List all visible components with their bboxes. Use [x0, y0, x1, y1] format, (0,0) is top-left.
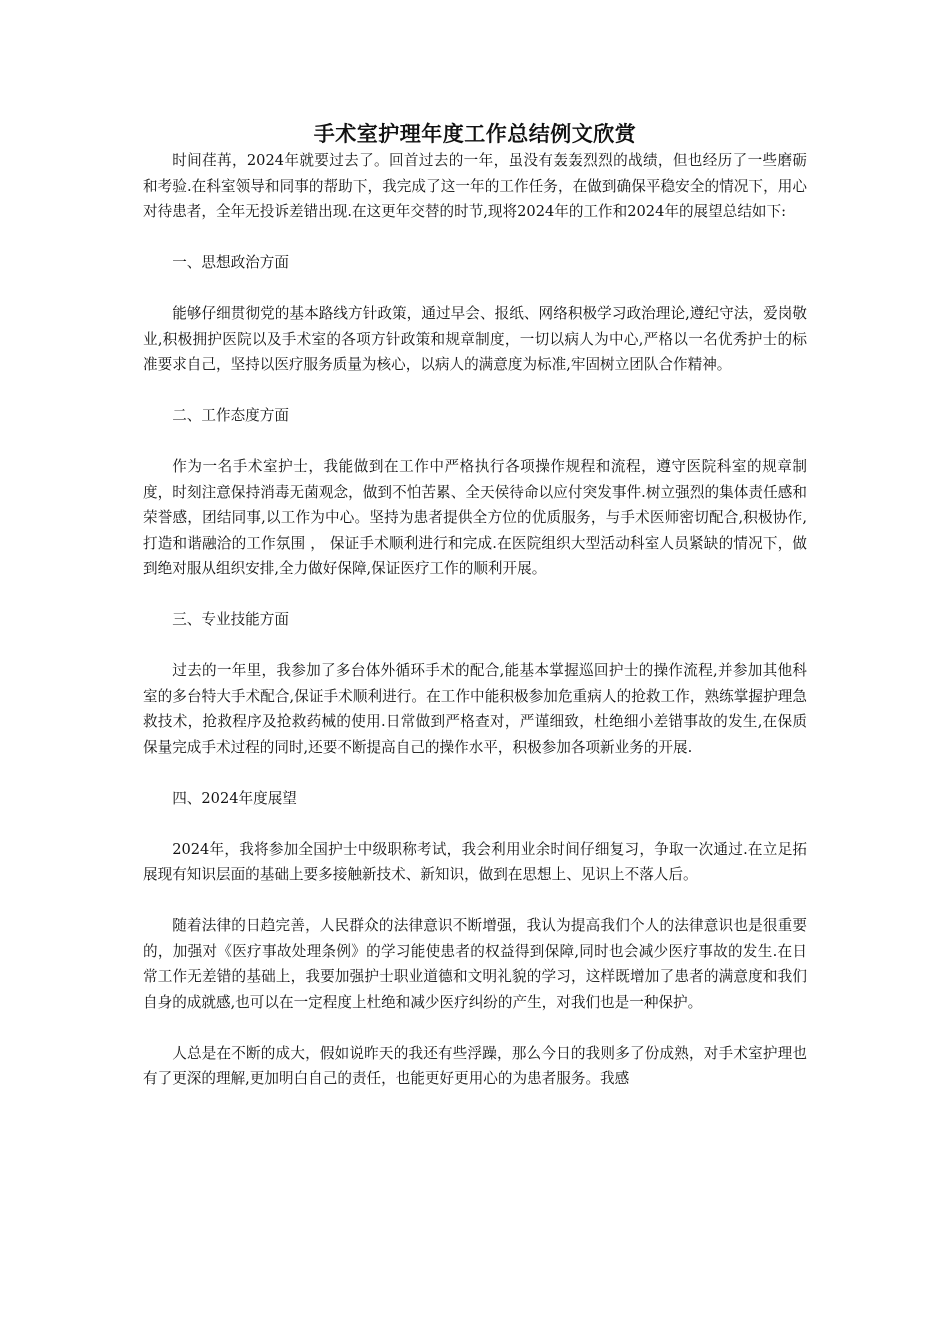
section-body-outlook: 2024年，我将参加全国护士中级职称考试，我会利用业余时间仔细复习，争取一次通过.在立足拓展现有知识层面的基础上要多接触新技术、新知识，做到在思想上、见识上不落人后。	[143, 840, 807, 883]
intro-paragraph: 时间荏苒，2024年就要过去了。回首过去的一年，虽没有轰轰烈烈的战绩，但也经历了一些磨砺和考验.在科室领导和同事的帮助下，我完成了这一年的工作任务，在做到确保平稳安全的情况下，用心对待患者，全年无投诉差错出现.在这更年交替的时节,现将2024年的工作和2024年的展望总结如下:	[143, 152, 807, 220]
document-page	[143, 118, 807, 1117]
document-title: 手术室护理年度工作总结例文欣赏	[313, 121, 637, 146]
section-body-attitude: 作为一名手术室护士，我能做到在工作中严格执行各项操作规程和流程，遵守医院科室的规章制度，时刻注意保持消毒无菌观念，做到不怕苦累、全天侯待命以应付突发事件.树立强烈的集体责任感和荣誉感，团结同事,以工作为中心。坚持为患者提供全方位的优质服务，与手术医师密切配合,积极协作,打造和谐融洽的工作氛围 ， 保证手术顺利进行和完成.在医院组织大型活动科室人员紧缺的情况下，做到绝对服从组织安排,全力做好保障,保证医疗工作的顺利开展。	[143, 458, 807, 577]
section-heading-attitude: 二、工作态度方面	[172, 407, 289, 424]
closing-paragraph-growth: 人总是在不断的成大，假如说昨天的我还有些浮躁，那么今日的我则多了份成熟，对手术室护理也有了更深的理解,更加明白自己的责任，也能更好更用心的为患者服务。我感	[143, 1044, 807, 1087]
section-body-skills: 过去的一年里，我参加了多台体外循环手术的配合,能基本掌握巡回护士的操作流程,并参加其他科室的多台特大手术配合,保证手术顺利进行。在工作中能积极参加危重病人的抢救工作，熟练掌握护理急救技术，抢救程序及抢救药械的使用.日常做到严格查对，严谨细致，杜绝细小差错事故的发生,在保质保量完成手术过程的同时,还要不断提高自己的操作水平，积极参加各项新业务的开展.	[143, 662, 807, 756]
section-body-politics: 能够仔细贯彻党的基本路线方针政策，通过早会、报纸、网络积极学习政治理论,遵纪守法，爱岗敬业,积极拥护医院以及手术室的各项方针政策和规章制度，一切以病人为中心,严格以一名优秀护士的标准要求自己，坚持以医疗服务质量为核心，以病人的满意度为标准,牢固树立团队合作精神。	[143, 305, 807, 373]
section-heading-skills: 三、专业技能方面	[172, 611, 289, 628]
closing-paragraph-law: 随着法律的日趋完善，人民群众的法律意识不断增强，我认为提高我们个人的法律意识也是很重要的，加强对《医疗事故处理条例》的学习能使患者的权益得到保障,同时也会减少医疗事故的发生.在日常工作无差错的基础上，我要加强护士职业道德和文明礼貌的学习，这样既增加了患者的满意度和我们自身的成就感,也可以在一定程度上杜绝和减少医疗纠纷的产生，对我们也是一种保护。	[143, 917, 807, 1011]
section-heading-politics: 一、思想政治方面	[172, 254, 289, 271]
section-heading-outlook: 四、2024年度展望	[172, 789, 297, 807]
